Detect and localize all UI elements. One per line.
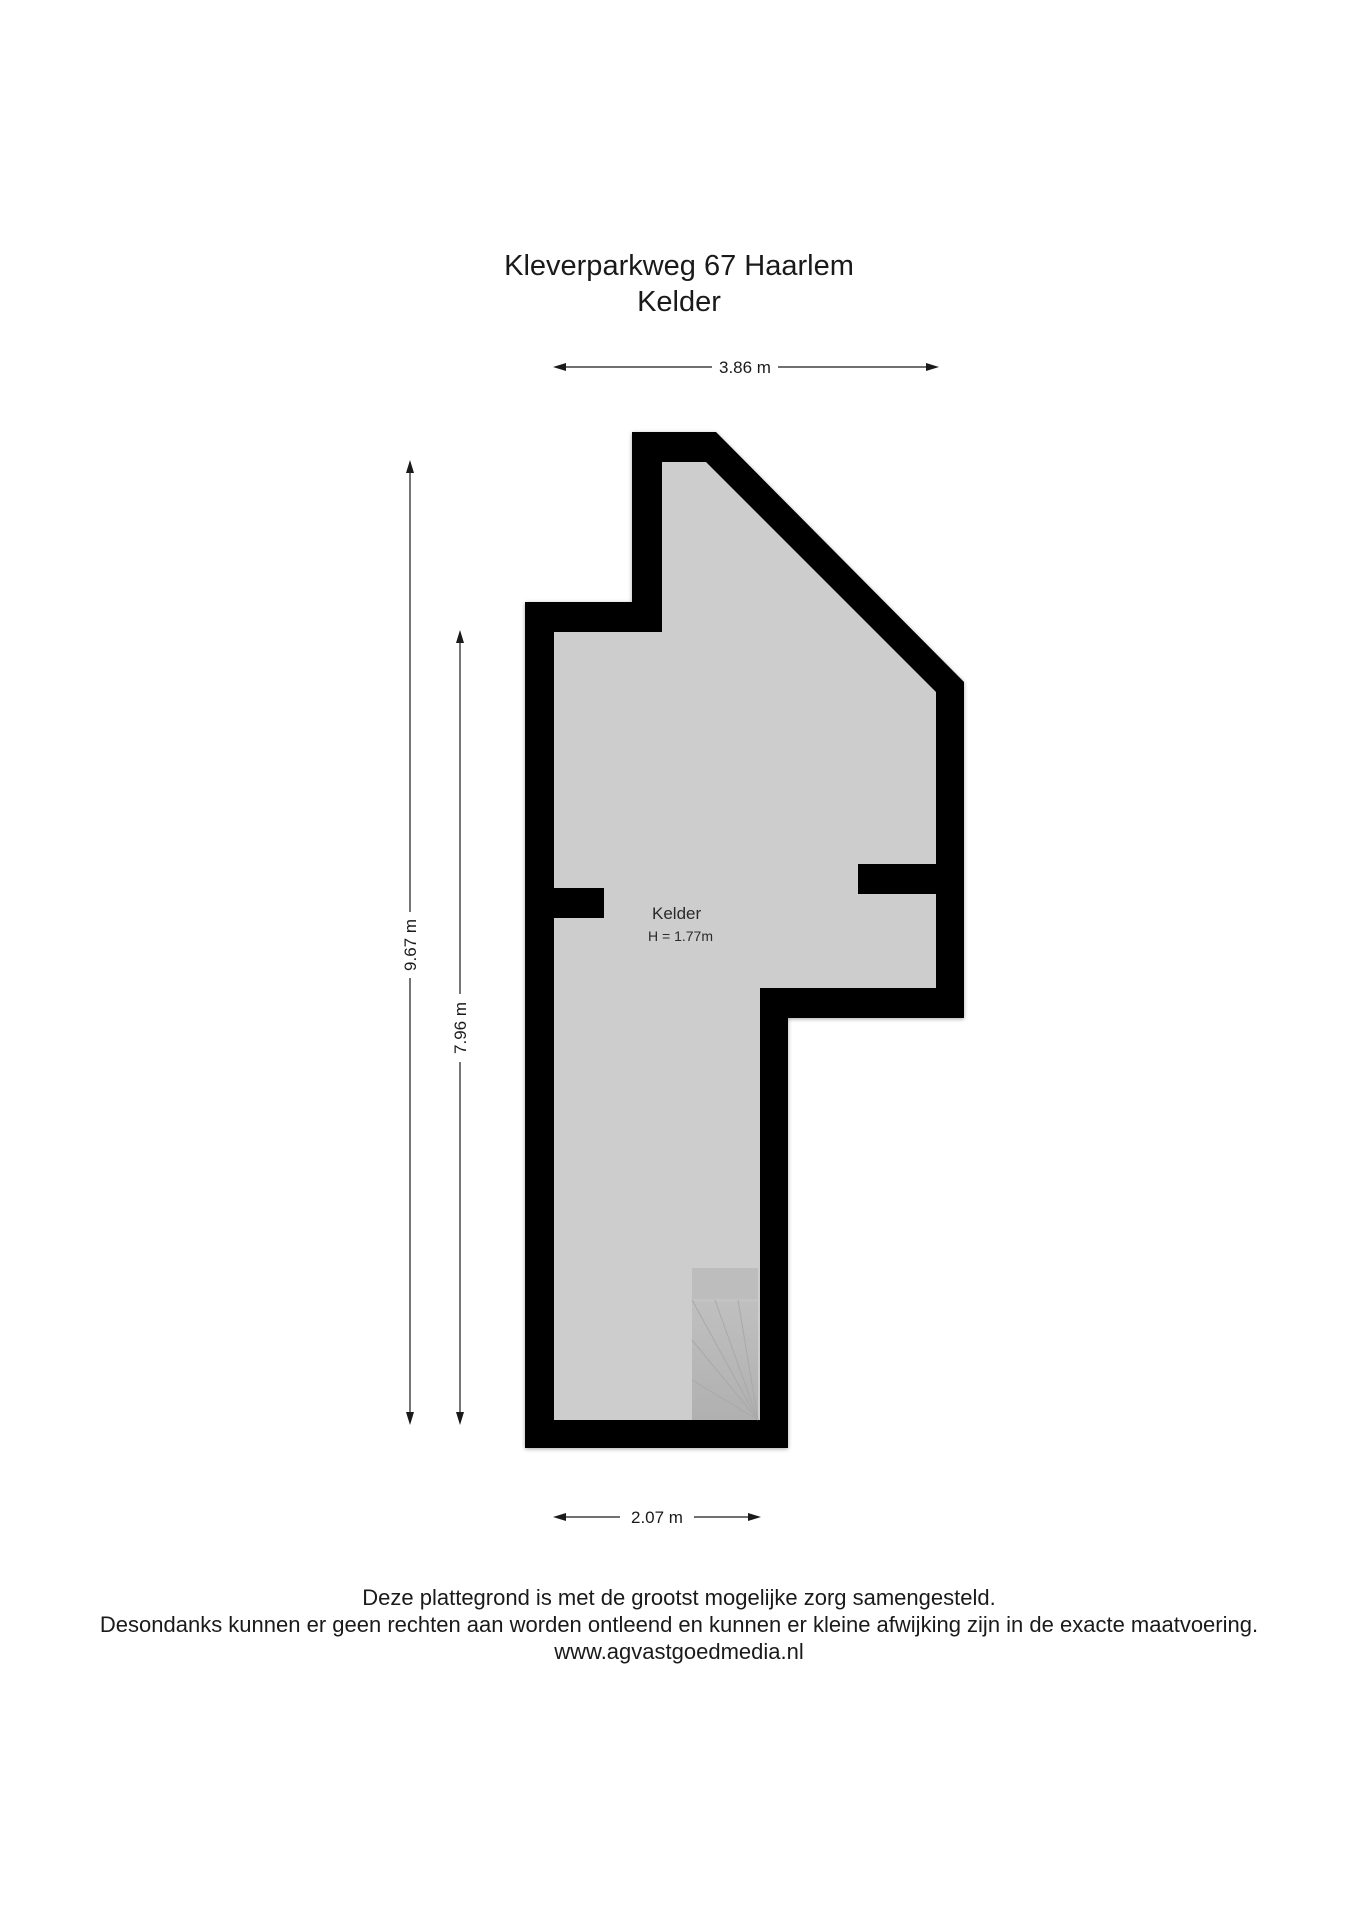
address-title: Kleverparkweg 67 Haarlem (504, 250, 854, 282)
stairs-icon (692, 1268, 758, 1420)
disclaimer-line-1: Deze plattegrond is met de grootst mogelijke zorg samengesteld. (362, 1585, 996, 1610)
dimension-left-inner (451, 630, 470, 1425)
wall-stub-right (858, 864, 936, 894)
wall-stub-left (554, 888, 604, 918)
room-name: Kelder (652, 904, 702, 923)
dimension-bottom-label: 2.07 m (631, 1508, 683, 1527)
disclaimer-line-2: Desondanks kunnen er geen rechten aan worden ontleend en kunnen er kleine afwijking zijn in de exacte maatvoering. (99, 1612, 1259, 1637)
dimension-top (553, 358, 939, 377)
dimension-bottom (553, 1508, 761, 1527)
dimension-top-label: 3.86 m (719, 358, 771, 377)
dimension-left-outer (401, 460, 420, 1425)
floor-title: Kelder (637, 286, 721, 318)
dimension-left-outer-label: 9.67 m (401, 919, 420, 971)
disclaimer-footer (0, 1584, 1358, 1665)
website-link[interactable]: www.agvastgoedmedia.nl (554, 1639, 804, 1664)
dimension-left-inner-label: 7.96 m (451, 1002, 470, 1054)
room-height: H = 1.77m (648, 928, 713, 944)
